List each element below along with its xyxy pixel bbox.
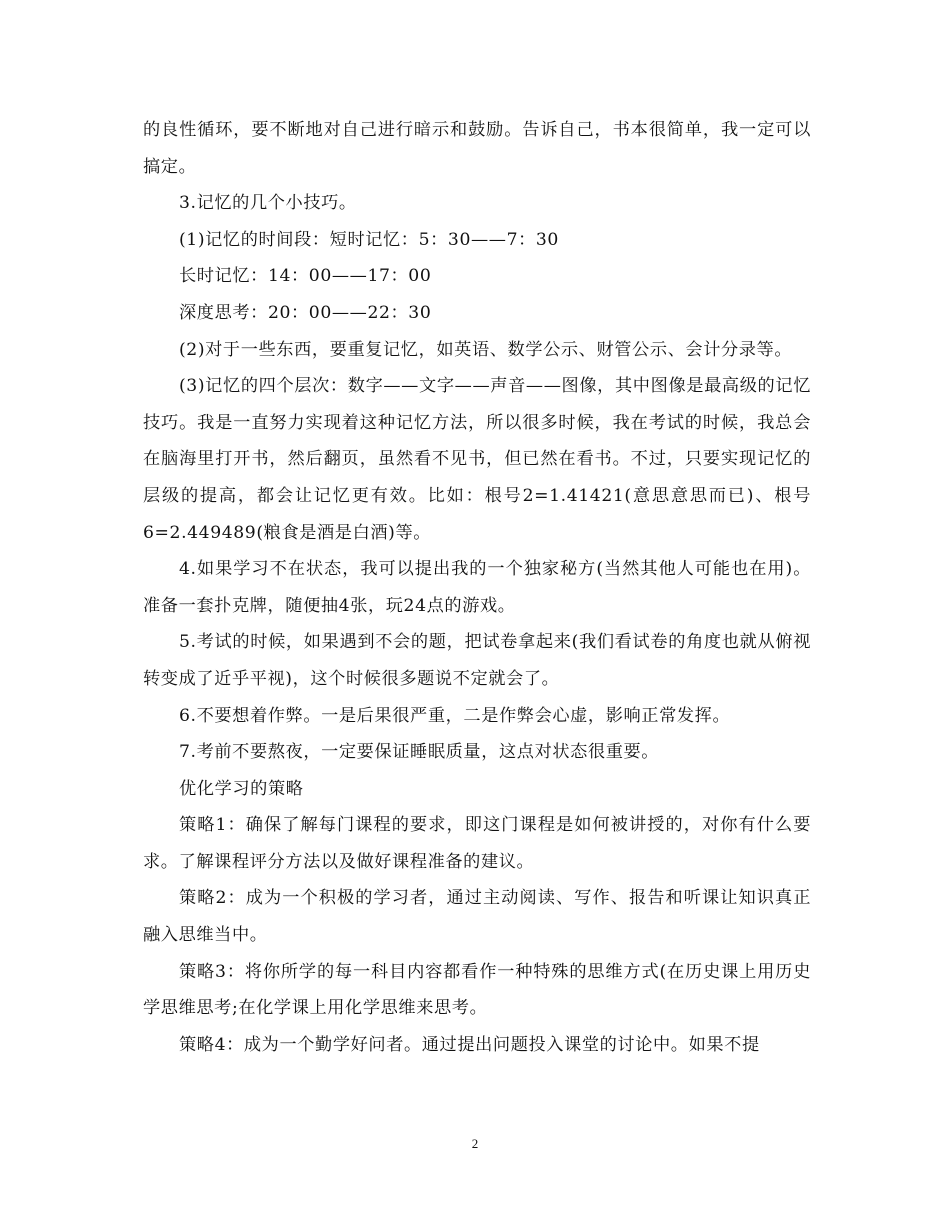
paragraph: (1)记忆的时间段：短时记忆：5：30——7：30	[179, 229, 559, 250]
paragraph: (2)对于一些东西，要重复记忆，如英语、数学公示、财管公示、会计分录等。	[179, 339, 793, 360]
paragraph: 策略3：将你所学的每一科目内容都看作一种特殊的思维方式(在历史课上用历史学思维思考;在化学课上用化学思维来思考。	[143, 961, 811, 1019]
paragraph: 策略1：确保了解每门课程的要求，即这门课程是如何被讲授的，对你有什么要求。了解课程评分方法以及做好课程准备的建议。	[143, 815, 811, 872]
paragraph: 策略2：成为一个积极的学习者，通过主动阅读、写作、报告和听课让知识真正融入思维当中。	[143, 888, 811, 946]
paragraph: 的良性循环，要不断地对自己进行暗示和鼓励。告诉自己，书本很简单，我一定可以搞定。	[143, 120, 811, 177]
paragraph: (3)记忆的四个层次：数字——文字——声音——图像，其中图像是最高级的记忆技巧。我是一直努力实现着这种记忆方法，所以很多时候，我在考试的时候，我总会在脑海里打开书，然后翻页，虽然看不见书，但已然在看书。不过，只要实现记忆的层级的提高，都会让记忆更有效。比如：根号2=1.41421(意思意思而已)、根号6=2.449489(粮食是酒是白酒)等。	[143, 376, 811, 543]
paragraph: 深度思考：20：00——22：30	[179, 302, 432, 323]
paragraph: 长时记忆：14：00——17：00	[179, 266, 432, 287]
page-number: 2	[471, 1136, 479, 1151]
paragraph: 3.记忆的几个小技巧。	[179, 193, 357, 214]
paragraph: 5.考试的时候，如果遇到不会的题，把试卷拿起来(我们看试卷的角度也就从俯视转变成了近乎平视)，这个时候很多题说不定就会了。	[143, 632, 811, 689]
document-body	[143, 112, 811, 1063]
paragraph: 6.不要想着作弊。一是后果很严重，二是作弊会心虚，影响正常发挥。	[179, 705, 731, 726]
paragraph: 4.如果学习不在状态，我可以提出我的一个独家秘方(当然其他人可能也在用)。准备一套扑克牌，随便抽4张，玩24点的游戏。	[143, 559, 811, 616]
paragraph: 7.考前不要熬夜，一定要保证睡眠质量，这点对状态很重要。	[179, 742, 660, 763]
paragraph: 策略4：成为一个勤学好问者。通过提出问题投入课堂的讨论中。如果不提	[179, 1034, 760, 1055]
section-heading: 优化学习的策略	[179, 778, 304, 799]
